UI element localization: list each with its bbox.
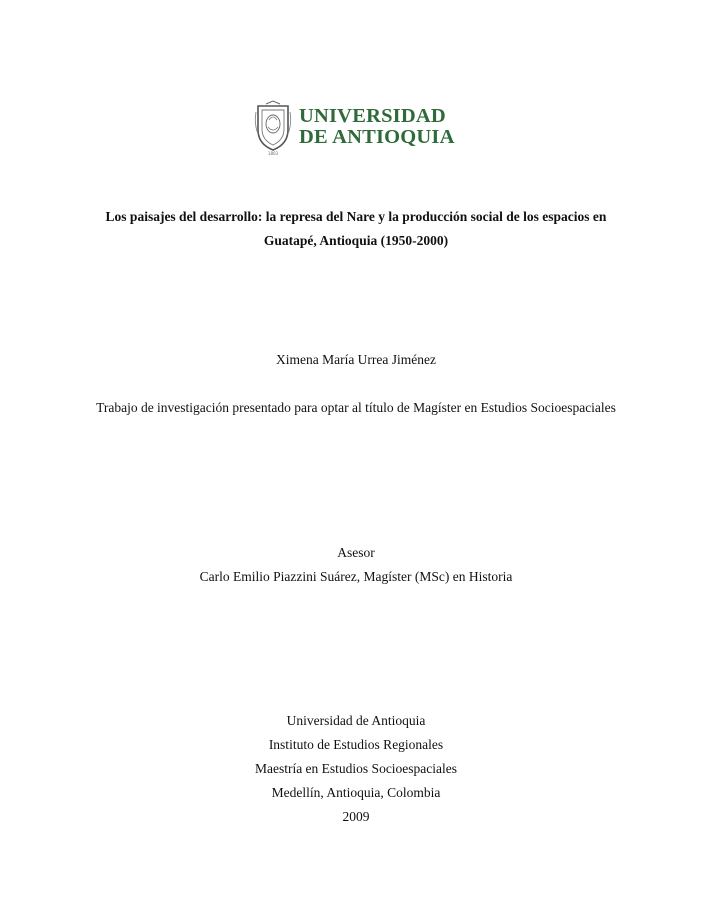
institution-institute: Instituto de Estudios Regionales	[268, 737, 444, 752]
degree-purpose: Trabajo de investigación presentado para optar al título de Magíster en Estudios Socioespaciales	[96, 400, 616, 415]
institution-program: Maestría en Estudios Socioespaciales	[254, 761, 458, 776]
publication-year: 2009	[342, 809, 370, 824]
wordmark-line-2: DE ANTIOQUIA	[299, 126, 455, 148]
wordmark-line-1: UNIVERSIDAD	[299, 105, 446, 127]
university-seal-icon	[254, 100, 292, 156]
university-wordmark	[299, 106, 455, 148]
institution-university: Universidad de Antioquia	[286, 713, 426, 728]
author-name: Ximena María Urrea Jiménez	[275, 352, 437, 367]
thesis-title-line-1: Los paisajes del desarrollo: la represa del Nare y la producción social de los espacios en	[105, 209, 607, 224]
thesis-title-line-2: Guatapé, Antioquia (1950-2000)	[263, 233, 449, 248]
advisor-label: Asesor	[337, 545, 375, 560]
university-logo	[254, 100, 464, 156]
thesis-title	[0, 205, 712, 253]
advisor-name: Carlo Emilio Piazzini Suárez, Magíster (MSc) en Historia	[199, 569, 513, 584]
institution-city: Medellín, Antioquia, Colombia	[271, 785, 441, 800]
seal-year: 1803	[267, 151, 279, 156]
